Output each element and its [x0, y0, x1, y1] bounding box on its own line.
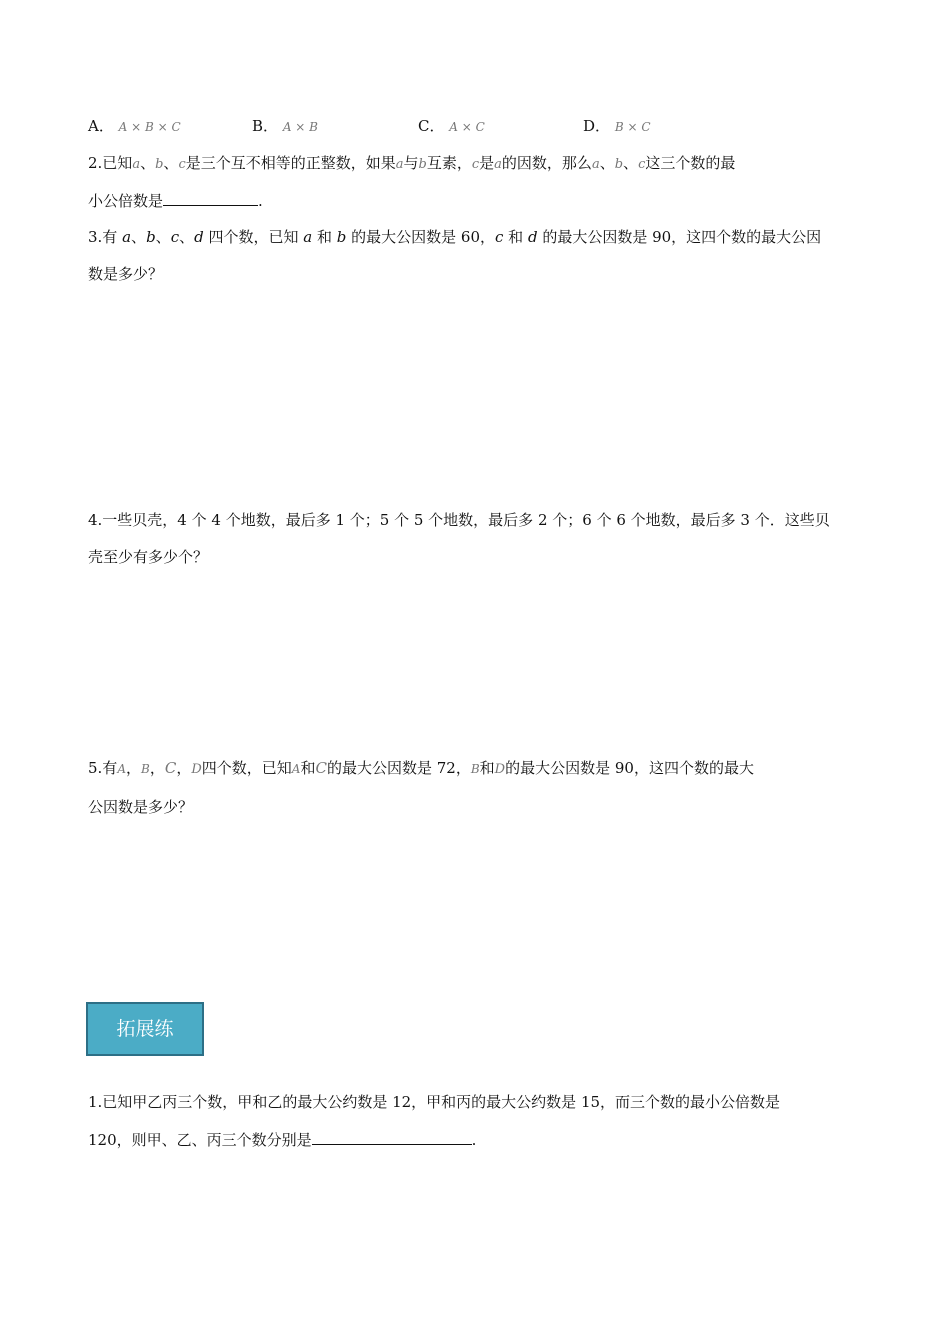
q5-text: 5.有: [88, 759, 118, 777]
option-b-expr: A × B: [282, 120, 318, 134]
q3-text: 四个数，已知: [203, 228, 304, 246]
q3-sep: 、: [155, 228, 171, 246]
question-4-line-2: 壳至少有多少个？: [88, 548, 209, 566]
option-d-label: D．: [583, 117, 611, 135]
q5-text: 和: [479, 759, 495, 777]
q3-sep: 、: [131, 228, 147, 246]
q5-text: 的最大公因数是 90，这四个数的最大: [505, 759, 754, 777]
var-b: b: [336, 228, 347, 246]
q3-text: 的最大公因数是 90，这四个数的最大公因: [537, 228, 822, 246]
q5-sep: ，: [149, 759, 165, 777]
var-a: a: [132, 157, 141, 172]
q3-text: 和: [503, 228, 528, 246]
var-C: C: [315, 759, 327, 777]
q5-sep: ，: [125, 759, 141, 777]
answer-blank[interactable]: [312, 1130, 472, 1145]
question-2-line-1: [88, 153, 735, 175]
var-a: a: [303, 228, 313, 246]
option-c-expr: A × C: [449, 120, 485, 134]
q3-text: 数是多少？: [88, 265, 164, 283]
ext-question-1-line-2: [88, 1130, 476, 1150]
var-a: a: [494, 157, 502, 172]
var-a: a: [395, 157, 404, 172]
q5-sep: ，: [176, 759, 192, 777]
q2-sep: 、: [140, 154, 156, 172]
var-b: b: [418, 157, 427, 172]
option-b: [252, 116, 318, 137]
q2-sep: 、: [623, 154, 639, 172]
q2-text: 小公倍数是: [88, 192, 164, 210]
q3-sep: 、: [179, 228, 195, 246]
var-c: c: [638, 157, 646, 172]
q2-text: 与: [403, 154, 419, 172]
option-a-label: A．: [88, 117, 114, 135]
var-c: c: [495, 228, 504, 246]
var-C: C: [164, 759, 177, 777]
option-d-expr: B × C: [614, 120, 651, 134]
var-d: d: [194, 228, 204, 246]
question-3-line-2: [88, 264, 163, 284]
option-d: [583, 116, 651, 137]
question-3-line-1: [88, 227, 821, 247]
question-4-line-1: 4.一些贝壳，4 个 4 个地数，最后多 1 个；5 个 5 个地数，最后多 2 个；6 个 6 个地数，最后多 3 个．这些贝: [88, 511, 830, 529]
q3-text: 3.有: [88, 228, 123, 246]
q5-text: 四个数，已知: [201, 759, 292, 777]
var-B: B: [470, 762, 480, 776]
q2-text: 互素，: [426, 154, 472, 172]
q2-sep: 、: [163, 154, 179, 172]
question-2-line-2: [88, 191, 263, 211]
option-c-label: C．: [418, 117, 445, 135]
q5-text: 的最大公因数是 72，: [326, 759, 471, 777]
q3-text: 的最大公因数是 60，: [346, 228, 495, 246]
section-title-badge: 拓展练: [86, 1002, 204, 1056]
q2-text: 是: [479, 154, 495, 172]
var-c: c: [178, 157, 186, 172]
q2-text: 是三个互不相等的正整数，如果: [185, 154, 396, 172]
ext-question-1-line-1: 1.已知甲乙丙三个数，甲和乙的最大公约数是 12，甲和丙的最大公约数是 15，而三个数的最小公倍数是: [88, 1093, 781, 1111]
option-c: [418, 116, 485, 137]
q2-text: 的因数，那么: [501, 154, 592, 172]
var-B: B: [141, 762, 150, 776]
q3-text: 和: [312, 228, 337, 246]
var-a: a: [591, 157, 600, 172]
q2-text: 2.已知: [88, 154, 133, 172]
answer-blank[interactable]: [163, 191, 258, 206]
var-b: b: [155, 157, 164, 172]
ext1-text: 120，则甲、乙、丙三个数分别是: [88, 1131, 312, 1149]
var-d: d: [527, 228, 538, 246]
var-c: c: [471, 157, 480, 172]
var-A: A: [117, 762, 126, 776]
var-D: D: [494, 762, 506, 777]
ext1-end: .: [471, 1131, 477, 1149]
question-5-line-2: 公因数是多少？: [88, 798, 194, 816]
var-a: a: [122, 228, 132, 246]
q2-end: .: [258, 192, 263, 210]
var-c: c: [170, 228, 180, 246]
q2-sep: 、: [599, 154, 615, 172]
question-5-line-1: [88, 758, 754, 780]
option-a: [88, 116, 181, 137]
var-D: D: [191, 762, 202, 777]
var-A: A: [291, 762, 301, 776]
var-b: b: [146, 228, 156, 246]
var-b: b: [614, 157, 624, 172]
q2-text: 这三个数的最: [645, 154, 736, 172]
q5-text: 和: [300, 759, 316, 777]
option-a-expr: A × B × C: [118, 120, 181, 134]
option-b-label: B．: [252, 117, 279, 135]
